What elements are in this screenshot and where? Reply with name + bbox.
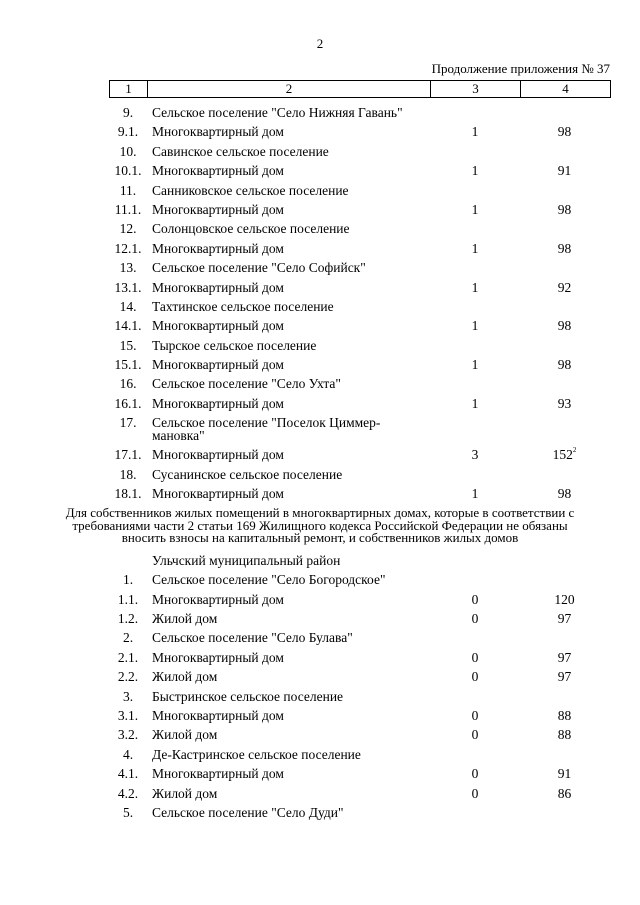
row-number: 5. [122,805,134,820]
row-title: Многоквартирный дом [152,124,284,140]
row-number: 18.1. [114,486,142,502]
row-number: 2.1. [117,649,139,665]
row-col-4 [520,706,609,725]
row-title: Жилой дом [152,669,218,685]
row-title: Многоквартирный дом [152,591,284,607]
row-col-3: 1 [471,240,479,256]
table-row [0,628,640,647]
table-row [0,316,640,335]
row-title: Многоквартирный дом [152,201,284,217]
row-title: Сельское поселение "Село Булава" [152,630,353,646]
table-row [0,706,640,725]
header-col-4: 4 [562,81,569,96]
row-value: 86 [557,785,572,801]
row-number: 14.1. [114,318,142,334]
row-number: 2. [122,630,134,646]
row-number: 18. [119,466,137,482]
row-number: 1. [122,572,134,588]
row-value: 98 [557,318,572,334]
row-number: 9. [122,105,134,120]
row-number: 10. [119,143,137,159]
table-row [0,667,640,686]
row-value: 92 [557,279,572,295]
row-col-3: 1 [471,395,479,411]
table-row [0,122,640,141]
table-row [0,648,640,667]
row-title: Многоквартирный дом [152,318,284,334]
table-row [0,219,640,238]
row-value: 97 [557,669,572,685]
district-title: Ульчский муниципальный район [152,552,341,568]
page-number: 2 [316,36,324,51]
table-row [0,142,640,161]
row-title: Жилой дом [152,785,218,801]
row-value: 98 [557,201,572,217]
row-title: Тырское сельское поселение [152,337,317,353]
table-row [0,355,640,374]
row-col-3: 0 [471,785,479,801]
row-number: 4. [122,746,134,762]
header-col-2: 2 [148,81,431,97]
row-number: 3. [122,688,134,704]
row-col-3: 0 [471,727,479,743]
row-title: Жилой дом [152,727,218,743]
table-row [0,258,640,277]
row-title: Сусанинское сельское поселение [152,466,343,482]
row-title: Многоквартирный дом [152,395,284,411]
row-title: Многоквартирный дом [152,447,284,463]
row-col-4 [520,200,609,219]
row-number: 1.1. [117,591,139,607]
row-number: 2.2. [117,669,139,685]
row-number: 3.2. [117,727,139,743]
row-title: Савинское сельское поселение [152,143,329,159]
row-col-3: 1 [471,357,479,373]
table-row [0,803,640,822]
row-number: 3.1. [117,708,139,724]
section-note: Для собственников жилых помещений в многоквартирных домах, которые в соответствии с требованиями части 2 статьи 169 Жилищного кодекса Российской Федерации не обязаны вносить взносы на капитальный ремонт, и собственников жилых домов [65,505,575,546]
row-title: Многоквартирный дом [152,708,284,724]
table-row [0,336,640,355]
row-title: Сельское поселение "Село Дуди" [152,805,344,820]
row-title: Быстринское сельское поселение [152,688,344,704]
row-col-4 [520,648,609,667]
row-col-3: 3 [471,447,479,463]
row-title: Сельское поселение "Село Богородское" [152,572,386,588]
row-title: Сельское поселение "Село Нижняя Гавань" [152,105,403,120]
row-col-4 [520,316,609,335]
row-value: 98 [557,486,572,502]
row-value: 98 [557,240,572,256]
table-row [0,181,640,200]
row-col-4 [520,394,609,413]
table-row [0,745,640,764]
row-number: 11.1. [114,201,142,217]
row-value: 97 [557,649,572,665]
row-title: Жилой дом [152,611,218,627]
table-row [0,239,640,258]
table-row [0,374,640,393]
row-title: Многоквартирный дом [152,240,284,256]
row-number: 13. [119,260,137,276]
row-col-3: 0 [471,591,479,607]
table-row [0,484,640,503]
row-col-4 [520,764,609,783]
row-col-3: 1 [471,279,479,295]
table-row [0,297,640,316]
row-value: 97 [557,611,572,627]
table-row [0,784,640,803]
row-value: 91 [557,163,572,179]
table-row [0,609,640,628]
row-col-3: 1 [471,124,479,140]
table-row [0,413,640,445]
row-title: Солонцовское сельское поселение [152,221,350,237]
row-value: 88 [557,708,572,724]
row-value: 98 [557,357,572,373]
row-col-3: 0 [471,611,479,627]
table-row [0,445,640,464]
row-value: 93 [557,395,572,411]
row-col-4 [520,239,609,258]
row-value: 98 [557,124,572,140]
row-col-4 [520,725,609,744]
row-value: 152 [552,447,573,463]
row-col-3: 1 [471,201,479,217]
table-row [0,394,640,413]
row-number: 11. [119,182,137,198]
header-col-3: 3 [431,81,521,97]
table-row [0,278,640,297]
row-number: 12. [119,221,137,237]
table-row [0,725,640,744]
row-number: 16. [119,376,137,392]
table-row [0,764,640,783]
table-row [0,465,640,484]
row-number: 15.1. [114,357,142,373]
row-col-3: 0 [471,669,479,685]
row-title: Де-Кастринское сельское поселение [152,746,361,762]
row-value: 91 [557,766,572,782]
row-title: Сельское поселение "Село Ухта" [152,376,341,392]
row-col-3: 0 [471,649,479,665]
row-title: Санниковское сельское поселение [152,182,349,198]
row-title: Многоквартирный дом [152,649,284,665]
row-number: 1.2. [117,611,139,627]
row-title: Многоквартирный дом [152,163,284,179]
row-number: 13.1. [114,279,142,295]
row-title: Тахтинское сельское поселение [152,298,334,314]
table-row [0,570,640,589]
row-title: Сельское поселение "Поселок Циммер- мановка" [152,415,381,444]
row-col-3: 0 [471,766,479,782]
row-col-4 [520,667,609,686]
row-col-4 [520,445,609,464]
table-row [0,687,640,706]
row-number: 17.1. [114,447,142,463]
row-number: 14. [119,298,137,314]
row-title: Многоквартирный дом [152,486,284,502]
footnote-mark: 2 [572,446,577,455]
table-row [0,590,640,609]
row-col-4 [520,278,609,297]
row-number: 12.1. [114,240,142,256]
row-col-3: 0 [471,708,479,724]
row-title: Сельское поселение "Село Софийск" [152,260,366,276]
row-number: 10.1. [114,163,142,179]
row-col-3: 1 [471,318,479,334]
row-col-3: 1 [471,163,479,179]
row-col-4 [520,609,609,628]
row-value: 88 [557,727,572,743]
table-row [0,103,640,122]
row-col-3: 1 [471,486,479,502]
row-number: 17. [119,415,137,431]
table-header [109,80,611,98]
district-row [0,551,640,570]
row-col-4 [520,122,609,141]
row-col-4 [520,590,609,609]
row-title: Многоквартирный дом [152,357,284,373]
row-number: 4.2. [117,785,139,801]
row-col-4 [520,355,609,374]
row-number: 16.1. [114,395,142,411]
table-row [0,161,640,180]
row-title: Многоквартирный дом [152,766,284,782]
row-number: 9.1. [117,124,139,140]
appendix-caption: Продолжение приложения № 37 [431,61,610,76]
table-row [0,200,640,219]
row-col-4 [520,161,609,180]
row-col-4 [520,484,609,503]
row-value: 120 [554,591,575,607]
row-title: Многоквартирный дом [152,279,284,295]
table-body [0,103,640,822]
row-number: 4.1. [117,766,139,782]
row-col-4 [520,784,609,803]
header-col-1: 1 [110,81,148,97]
row-number: 15. [119,337,137,353]
